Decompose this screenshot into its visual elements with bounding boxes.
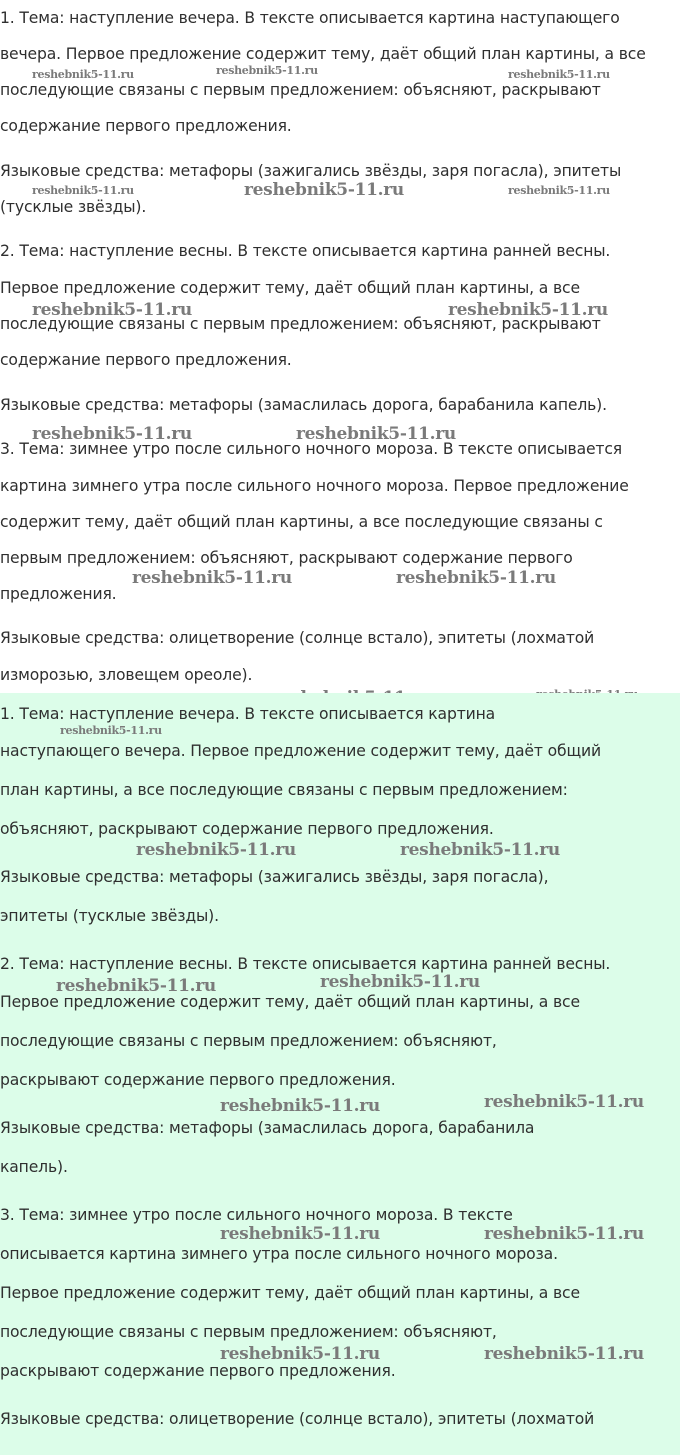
text-line: наступающего вечера. Первое предложение содержит тему, даёт общий [0, 742, 601, 760]
text-line: (тусклые звёзды). [0, 198, 147, 216]
watermark: reshebnik5-11.ru [132, 568, 292, 588]
watermark: reshebnik5-11.ru [32, 424, 192, 444]
text-line: вечера. Первое предложение содержит тему, даёт общий план картины, а все [0, 45, 646, 63]
text-line: последующие связаны с первым предложением: объясняют, [0, 1032, 497, 1050]
text-line: раскрывают содержание первого предложения. [0, 1362, 396, 1380]
text-line: капель). [0, 1158, 68, 1176]
watermark: reshebnik5-11.ru [484, 1344, 644, 1364]
watermark: reshebnik5-11.ru [484, 1092, 644, 1112]
text-line: эпитеты (тусклые звёзды). [0, 907, 219, 925]
text-line: изморозью, зловещем ореоле). [0, 666, 253, 684]
watermark: reshebnik5-11.ru [136, 840, 296, 860]
text-line: 2. Тема: наступление весны. В тексте описывается картина ранней весны. [0, 955, 611, 973]
text-line: предложения. [0, 585, 117, 603]
text-line: последующие связаны с первым предложением: объясняют, [0, 1323, 497, 1341]
watermark: reshebnik5-11.ru [216, 64, 318, 77]
watermark: reshebnik5-11.ru [244, 180, 404, 200]
watermark: reshebnik5-11.ru [296, 424, 456, 444]
watermark: reshebnik5-11.ru [396, 568, 556, 588]
text-line: картина зимнего утра после сильного ночного мороза. Первое предложение [0, 477, 629, 495]
text-line: Языковые средства: метафоры (зажигались звёзды, заря погасла), [0, 868, 549, 886]
text-line: 3. Тема: зимнее утро после сильного ночного мороза. В тексте [0, 1206, 513, 1224]
text-line: 3. Тема: зимнее утро после сильного ночного мороза. В тексте описывается [0, 440, 623, 458]
text-line: Языковые средства: олицетворение (солнце встало), эпитеты (лохматой [0, 629, 595, 647]
text-line: раскрывают содержание первого предложения. [0, 1071, 396, 1089]
answer-block-white [0, 0, 680, 693]
text-line: содержание первого предложения. [0, 117, 292, 135]
watermark: reshebnik5-11.ru [448, 300, 608, 320]
watermark: reshebnik5-11.ru [508, 68, 610, 81]
text-line: содержание первого предложения. [0, 351, 292, 369]
watermark: reshebnik5-11.ru [400, 840, 560, 860]
text-line: Первое предложение содержит тему, даёт общий план картины, а все [0, 1284, 580, 1302]
answer-block-green [0, 693, 680, 1455]
text-line: первым предложением: объясняют, раскрывают содержание первого [0, 549, 573, 567]
watermark: reshebnik5-11.ru [220, 1224, 380, 1244]
watermark: reshebnik5-11.ru [484, 1224, 644, 1244]
watermark: reshebnik5-11.ru [56, 976, 216, 996]
text-line: Языковые средства: метафоры (замаслилась дорога, барабанила капель). [0, 396, 607, 414]
text-line: 1. Тема: наступление вечера. В тексте описывается картина наступающего [0, 9, 620, 27]
text-line: последующие связаны с первым предложением: объясняют, раскрывают [0, 315, 601, 333]
watermark: reshebnik5-11.ru [508, 184, 610, 197]
text-line: описывается картина зимнего утра после сильного ночного мороза. [0, 1245, 558, 1263]
text-line: Языковые средства: метафоры (замаслилась дорога, барабанила [0, 1119, 535, 1137]
text-line: Первое предложение содержит тему, даёт общий план картины, а все [0, 279, 580, 297]
text-line: Языковые средства: метафоры (зажигались звёзды, заря погасла), эпитеты [0, 162, 622, 180]
text-line: последующие связаны с первым предложением: объясняют, раскрывают [0, 81, 601, 99]
watermark: reshebnik5-11.ru [32, 68, 134, 81]
watermark: reshebnik5-11.ru [60, 724, 162, 737]
text-line: план картины, а все последующие связаны с первым предложением: [0, 781, 568, 799]
text-line: Первое предложение содержит тему, даёт общий план картины, а все [0, 993, 580, 1011]
watermark: reshebnik5-11.ru [220, 1096, 380, 1116]
watermark: reshebnik5-11.ru [32, 300, 192, 320]
text-line: объясняют, раскрывают содержание первого предложения. [0, 820, 494, 838]
text-line: 2. Тема: наступление весны. В тексте описывается картина ранней весны. [0, 242, 611, 260]
text-line: 1. Тема: наступление вечера. В тексте описывается картина [0, 705, 496, 723]
text-line: Языковые средства: олицетворение (солнце встало), эпитеты (лохматой [0, 1410, 595, 1428]
watermark: reshebnik5-11.ru [32, 184, 134, 197]
watermark: reshebnik5-11.ru [320, 972, 480, 992]
text-line: содержит тему, даёт общий план картины, а все последующие связаны с [0, 513, 603, 531]
watermark: reshebnik5-11.ru [220, 1344, 380, 1364]
